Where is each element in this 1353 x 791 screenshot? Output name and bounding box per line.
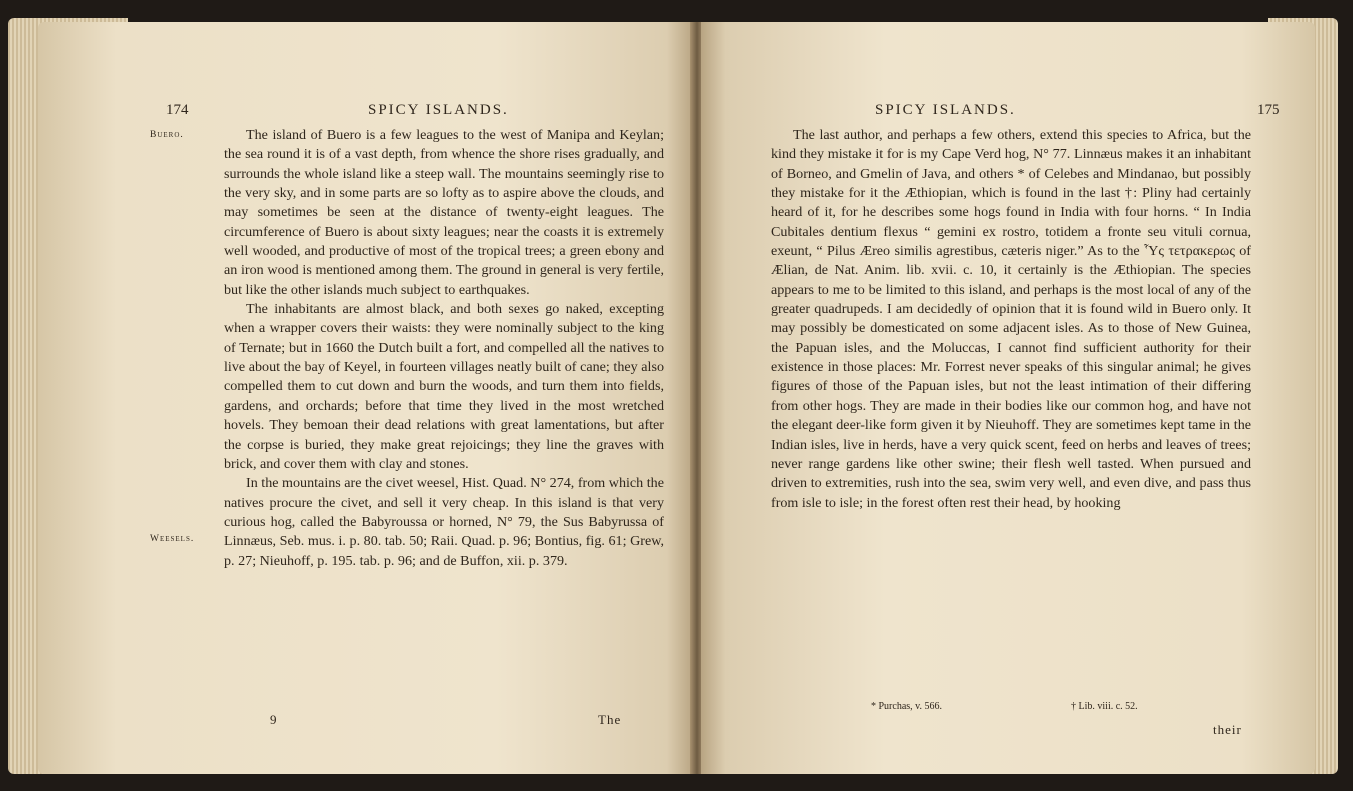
footnote-purchas: * Purchas, v. 566. bbox=[871, 701, 943, 712]
left-running-head: SPICY ISLANDS. bbox=[368, 102, 509, 118]
footnote-lib: † Lib. viii. c. 52. bbox=[1071, 701, 1138, 712]
left-page bbox=[38, 22, 693, 774]
left-body-text bbox=[224, 126, 664, 571]
margin-note-buero: Buero. bbox=[150, 130, 184, 140]
left-page-number: 174 bbox=[166, 102, 189, 118]
right-running-head: SPICY ISLANDS. bbox=[875, 102, 1016, 118]
margin-note-weesels: Weesels. bbox=[150, 534, 195, 544]
signature-mark: 9 bbox=[270, 712, 277, 727]
right-body-text bbox=[771, 126, 1251, 513]
right-page bbox=[701, 22, 1315, 774]
right-page-number: 175 bbox=[1257, 102, 1280, 118]
paragraph: The last author, and perhaps a few others, extend this species to Africa, but the kind they mistake it for is my Cape Verd hog, N° 77. Linnæus makes it an inhabitant of Borneo, and Gmelin of Java, and others * of Celebes and Mindanao, but possibly they mistake for it the Æthiopian, which is found in the last †: Pliny had certainly heard of it, for he describes some hogs found in India with four horns. “ In India Cubitales dentium flexus “ gemini ex rostro, totidem a fronte seu vituli cornua, exeunt, “ Pilus Æreo similis agrestibus, cæteris niger.” As to the Ὗς τετρακερως of Ælian, de Nat. Anim. lib. xvii. c. 10, it certainly is the Æthiopian. The species appears to me to be limited to this island, and perhaps is the most local of any of the greater quadrupeds. I am decidedly of opinion that it is found wild in Buero only. It may possibly be domesticated on some adjacent isles. As to those of New Guinea, the Papuan isles, and the Moluccas, I cannot find sufficient authority for their existence in those places: Mr. Forrest never speaks of this singular animal; he gives figures of those of the Papuan isles, but not the least intimation of their differing from other hogs. They are made in their bodies like our common hog, and have not the elegant deer-like form given it by Nieuhoff. They are sometimes kept tame in the Indian isles, live in herds, have a very quick scent, feed on herbs and leaves of trees; never range gardens like other swine; their flesh well tasted. When pursued and driven to extremities, rush into the sea, swim very well, and even dive, and pass thus from isle to isle; in the forest often rest their head, by hooking bbox=[771, 127, 1251, 511]
paragraph: In the mountains are the civet weesel, Hist. Quad. N° 274, from which the natives procure the civet, and sell it very cheap. In this island is that very curious hog, called the Babyroussa or horned, N° 79, the Sus Babyrussa of Linnæus, Seb. mus. i. p. 80. tab. 50; Raii. Quad. p. 96; Bontius, fig. 61; Grew, p. 27; Nieuhoff, p. 195. tab. p. 96; and de Buffon, xii. p. 379. bbox=[224, 475, 664, 569]
paragraph: The inhabitants are almost black, and both sexes go naked, excepting when a wrapper covers their waists: they were nominally subject to the king of Ternate; but in 1660 the Dutch built a fort, and compelled all the natives to live about the bay of Keyel, in fourteen villages neatly built of cane; they also compelled them to cut down and burn the woods, and turn them into fields, gardens, and orchards; before that time they lived in the most wretched hovels. They bemoan their dead relations with great lamentations, but after the corpse is buried, they make great rejoicings; they line the graves with brick, and cover them with clay and stones. bbox=[224, 301, 664, 472]
paragraph: The island of Buero is a few leagues to the west of Manipa and Keylan; the sea round it is of a vast depth, from whence the shore rises gradually, and surrounds the whole island like a steep wall. The mountains seemingly rise to the very sky, and in some parts are so lofty as to aspire above the clouds, and may sometimes be seen at the distance of twenty-eight leagues. The circumference of Buero is about sixty leagues; near the coasts it is extremely well wooded, and productive of most of the tropical trees; a green ebony and an iron wood is mentioned among them. The ground in general is very fertile, but like the other islands much subject to earthquakes. bbox=[224, 127, 664, 298]
left-catchword: The bbox=[598, 712, 622, 727]
right-catchword: their bbox=[1213, 722, 1242, 737]
